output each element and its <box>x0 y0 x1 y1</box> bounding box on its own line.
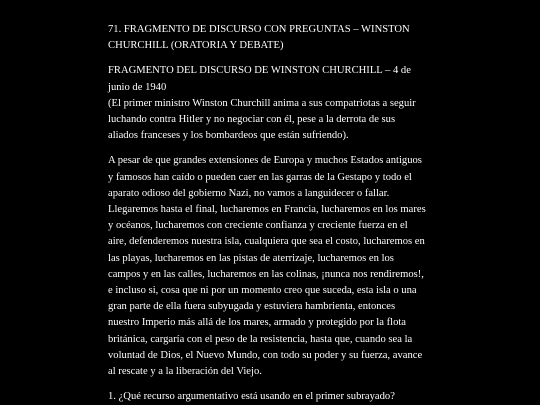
document-title: 71. FRAGMENTO DE DISCURSO CON PREGUNTAS – WINSTON CHURCHILL (ORATORIA Y DEBATE) <box>108 24 410 52</box>
speech-heading: FRAGMENTO DEL DISCURSO DE WINSTON CHURCHILL – 4 de junio de 1940 <box>108 65 411 93</box>
question-1: 1. ¿Qué recurso argumentativo está usando en el primer subrayado? <box>108 391 395 403</box>
speech-context: (El primer ministro Winston Churchill anima a sus compatriotas a seguir luchando contra Hitler y no negociar con él, pese a la derrota de sus aliados franceses y los bombardeos que están sufriendo). <box>108 97 416 142</box>
speech-text: A pesar de que grandes extensiones de Europa y muchos Estados antiguos y famosos han caído o pueden caer en las garras de la Gestapo y todo el aparato odioso del gobierno Nazi, no vamos a languidecer o fallar. Llegaremos hasta el final, lucharemos en Francia, lucharemos en los mares y océanos, lucharemos con creciente confianza y creciente fuerza en el aire, defenderemos nuestra isla, cualquiera que sea el costo, lucharemos en las playas, lucharemos en las pistas de aterrizaje, lucharemos en los campos y en las calles, lucharemos en las colinas, ¡nunca nos rendiremos!, e incluso si, cosa que ni por un momento creo que suceda, esta isla o una gran parte de ella fuera subyugada y estuviera hambrienta, entonces nuestro Imperio más allá de los mares, armado y protegido por la flota británica, cargaría con el peso de la resistencia, hasta que, cuando sea la voluntad de Dios, el Nuevo Mundo, con todo su poder y su fuerza, avance al rescate y a la liberación del Viejo. <box>108 155 426 378</box>
document-page <box>108 22 426 405</box>
speech-header <box>108 63 426 144</box>
